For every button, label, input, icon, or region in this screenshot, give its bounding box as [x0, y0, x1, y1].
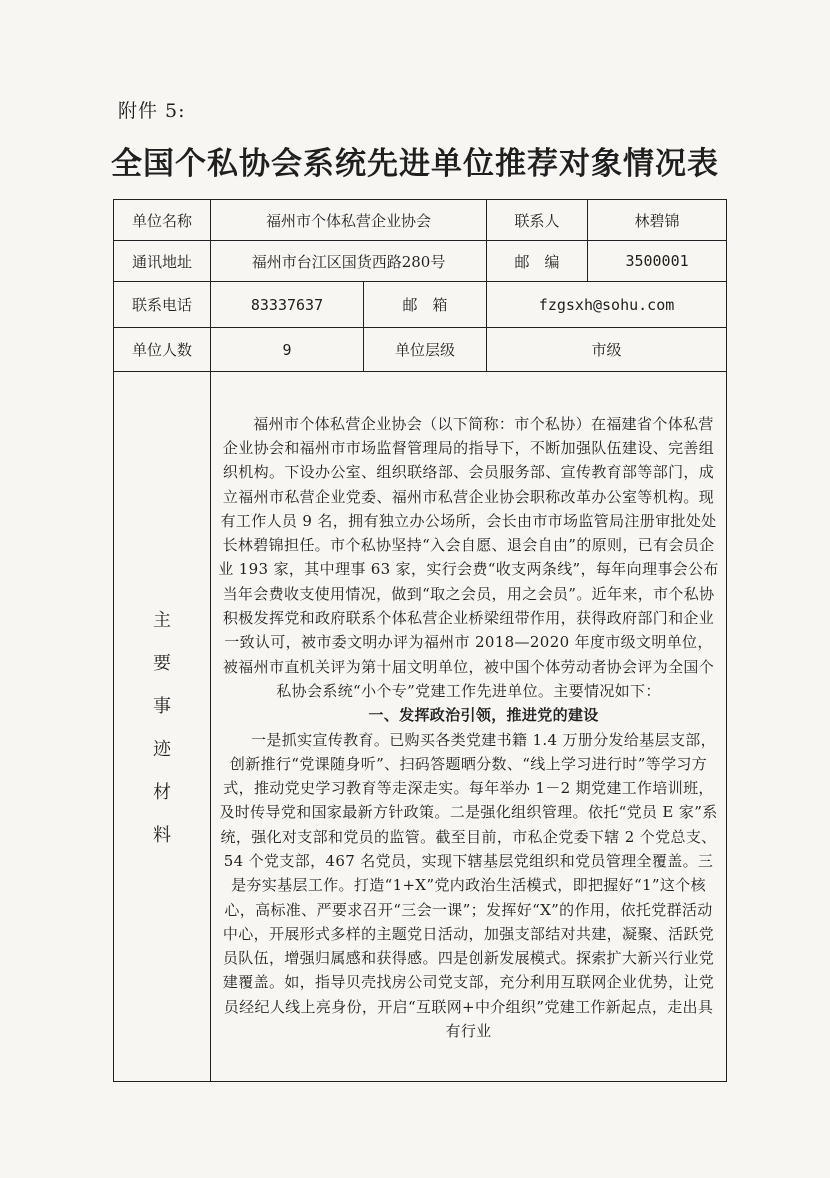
side-char: 迹	[153, 739, 171, 760]
unit-name-value: 福州市个体私营企业协会	[211, 200, 487, 241]
contact-label: 联系人	[487, 200, 588, 241]
main-deeds-content	[211, 372, 727, 1082]
postcode-label: 邮 编	[487, 241, 588, 282]
recommendation-form-table	[113, 199, 727, 1082]
side-char: 要	[153, 653, 171, 674]
paragraph-intro: 福州市个体私营企业协会（以下简称：市个私协）在福建省个体私营企业协会和福州市市场监督管理局的指导下，不断加强队伍建设、完善组织机构。下设办公室、组织联络部、会员服务部、宣传教育部等部门，成立福州市私营企业党委、福州市私营企业协会职称改革办公室等机构。现有工作人员 9 名，拥有独立办公场所，会长由市市场监管局注册审批处处长林碧锦担任。市个私协坚持“入会自愿、退会自由”的原则，已有会员企业 193 家，其中理事 63 家，实行会费“收支两条线”，每年向理事会公布当年会费收支使用情况，做到“取之会员，用之会员”。近年来，市个私协积极发挥党和政府联系个体私营企业桥梁纽带作用，获得政府部门和企业一致认可，被市委文明办评为福州市 2018—2020 年度市级文明单位，被福州市直机关评为第十届文明单位，被中国个体劳动者协会评为全国个私协会系统“小个专”党建工作先进单位。主要情况如下：	[218, 414, 719, 700]
side-char: 材	[153, 782, 171, 803]
phone-value: 83337637	[211, 282, 364, 328]
side-char: 主	[153, 610, 171, 631]
email-value: fzgsxh@sohu.com	[487, 282, 727, 328]
postcode-value: 3500001	[588, 241, 727, 282]
document-title: 全国个私协会系统先进单位推荐对象情况表	[111, 146, 719, 182]
address-label: 通讯地址	[114, 241, 211, 282]
table-row	[114, 241, 727, 282]
level-value: 市级	[487, 328, 727, 372]
side-char: 料	[153, 825, 171, 846]
phone-label: 联系电话	[114, 282, 211, 328]
staff-label: 单位人数	[114, 328, 211, 372]
table-row	[114, 372, 727, 1082]
staff-value: 9	[211, 328, 364, 372]
address-value: 福州市台江区国货西路280号	[211, 241, 487, 282]
side-char: 事	[153, 696, 171, 717]
main-deeds-label	[114, 372, 211, 1082]
table-row	[114, 328, 727, 372]
contact-value: 林碧锦	[588, 200, 727, 241]
unit-name-label: 单位名称	[114, 200, 211, 241]
email-label: 邮 箱	[364, 282, 487, 328]
table-row	[114, 282, 727, 328]
table-row	[114, 200, 727, 241]
level-label: 单位层级	[364, 328, 487, 372]
section-heading: 一、发挥政治引领，推进党的建设	[368, 706, 599, 725]
attachment-label: 附件 5:	[118, 100, 186, 122]
paragraph-party-building: 一是抓实宣传教育。已购买各类党建书籍 1.4 万册分发给基层支部，创新推行“党课随身听”、扫码答题晒分数、“线上学习进行时”等学习方式，推动党史学习教育等走深走实。每年举办 1－2 期党建工作培训班，及时传导党和国家最新方针政策。二是强化组织管理。依托“党员 E 家”系统，强化对支部和党员的监管。截至目前，市私企党委下辖 2 个党总支、54 个党支部，467 名党员，实现下辖基层党组织和党员管理全覆盖。三是夯实基层工作。打造“1+X”党内政治生活模式，即把握好“1”这个核心，高标准、严要求召开“三会一课”；发挥好“X”的作用，依托党群活动中心，开展形式多样的主题党日活动，加强支部结对共建，凝聚、活跃党员队伍，增强归属感和获得感。四是创新发展模式。探索扩大新兴行业党建覆盖。如，指导贝壳找房公司党支部，充分利用互联网企业优势，让党员经纪人线上亮身份，开启“互联网+中介组织”党建工作新起点，走出具有行业	[219, 730, 718, 1041]
